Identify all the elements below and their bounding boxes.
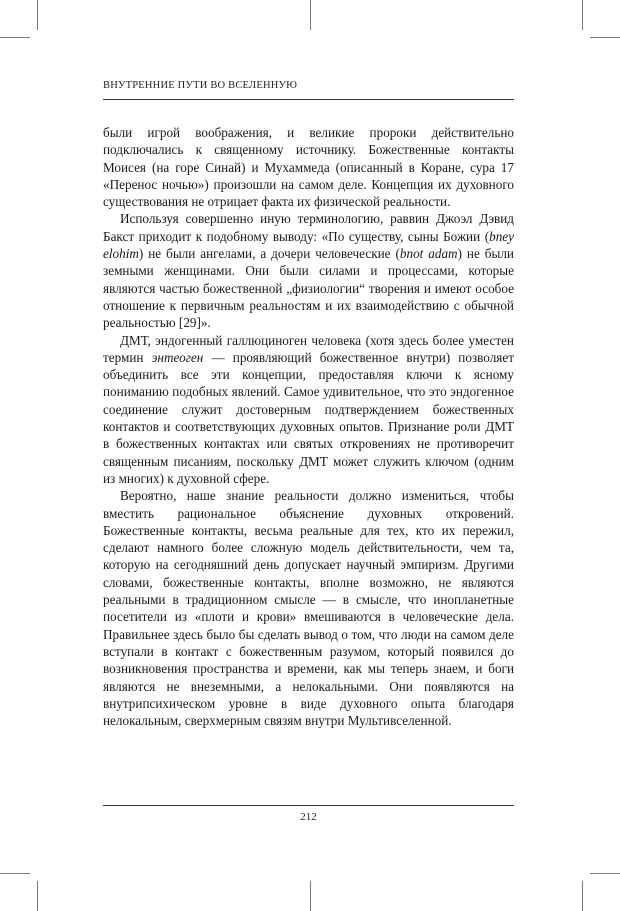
header-rule	[103, 99, 514, 100]
text-run: ) не были ангелами, а дочери человеческие (	[138, 246, 400, 262]
footer-rule	[103, 805, 514, 806]
crop-mark-top-right	[582, 0, 583, 30]
crop-mark-top-center	[310, 0, 311, 30]
text-run: Вероятно, наше знание реальности должно измениться, чтобы вместить рациональное объяснение духовных откровений. Божественные контакты, весьма реальные для тех, кто их пережил, сделают намного более сложную модель действительности, чем та, которую на сегодняшний день допускает научный эмпиризм. Другими словами, божественные контакты, вполне возможно, не являются реальными в традиционном смысле — в смысле, что инопланетные посетители из «плоти и крови» вмешиваются в человеческие дела. Правильнее здесь было бы сделать вывод о том, что люди на самом деле вступали в контакт с божественным разумом, который появился до возникновения пространства и времени, как мы теперь знаем, и боги являются не внеземными, а нелокальными. Они появляются на внутрипсихическом уровне в виде духовного опыта благодаря нелокальным, сверхмерным связям внутри Мультивселенной.	[103, 488, 514, 729]
body-text	[103, 124, 514, 729]
italic-term: bney elohim	[103, 228, 514, 262]
italic-term: bnot adam	[399, 246, 458, 262]
text-run: — проявляющий божественное внутри) позволяет объединить все эти концепции, предоставляя ключи к ясному пониманию подобных явлений. Самое удивительное, что это эндогенное соединение служит достоверным подтверждением божественных контактов и соответствующих духовных опытов. Признание роли ДМТ в божественных контактах или святых откровениях не противоречит священным писаниям, поскольку ДМТ может служить ключом (одним из многих) к духовной сфере.	[103, 349, 514, 486]
paragraph	[103, 332, 514, 488]
italic-term: энтеоген	[151, 349, 204, 365]
crop-mark-bottom-left	[37, 881, 38, 911]
crop-mark-bottom-right	[582, 881, 583, 911]
text-run: Используя совершенно иную терминологию, раввин Джоэл Дэвид Бакст приходит к подобному выводу: «По существу, сыны Божии (	[103, 211, 514, 244]
crop-mark-top-left	[37, 0, 38, 30]
crop-mark-left-bottom	[0, 873, 30, 874]
paragraph	[103, 487, 514, 729]
crop-mark-right-top	[590, 37, 620, 38]
crop-mark-right-bottom	[590, 873, 620, 874]
text-run: ) не были земными женщинами. Они были силами и процессами, которые являются частью божественной „физиологии“ творения и имеют особое отношение к первичным реальностям и их взаимодействию с обычной реальностью [29]».	[103, 246, 514, 331]
paragraph	[103, 210, 514, 331]
text-run: ДМТ, эндогенный галлюциноген человека (хотя здесь более уместен термин	[103, 332, 514, 365]
text-run: были игрой воображения, и великие пророки действительно подключались к священному источнику. Божественные контакты Моисея (на горе Синай) и Мухаммеда (описанный в Коране, сура 17 «Перенос ночью») произошли на самом деле. Концепция их духовного существования не отрицает факта их физической реальности.	[103, 125, 514, 210]
paragraph	[103, 124, 514, 210]
running-head: ВНУТРЕННИЕ ПУТИ ВО ВСЕЛЕННУЮ	[103, 80, 298, 91]
crop-mark-bottom-center	[310, 881, 311, 911]
page-number: 212	[300, 811, 317, 823]
crop-mark-left-top	[0, 37, 30, 38]
